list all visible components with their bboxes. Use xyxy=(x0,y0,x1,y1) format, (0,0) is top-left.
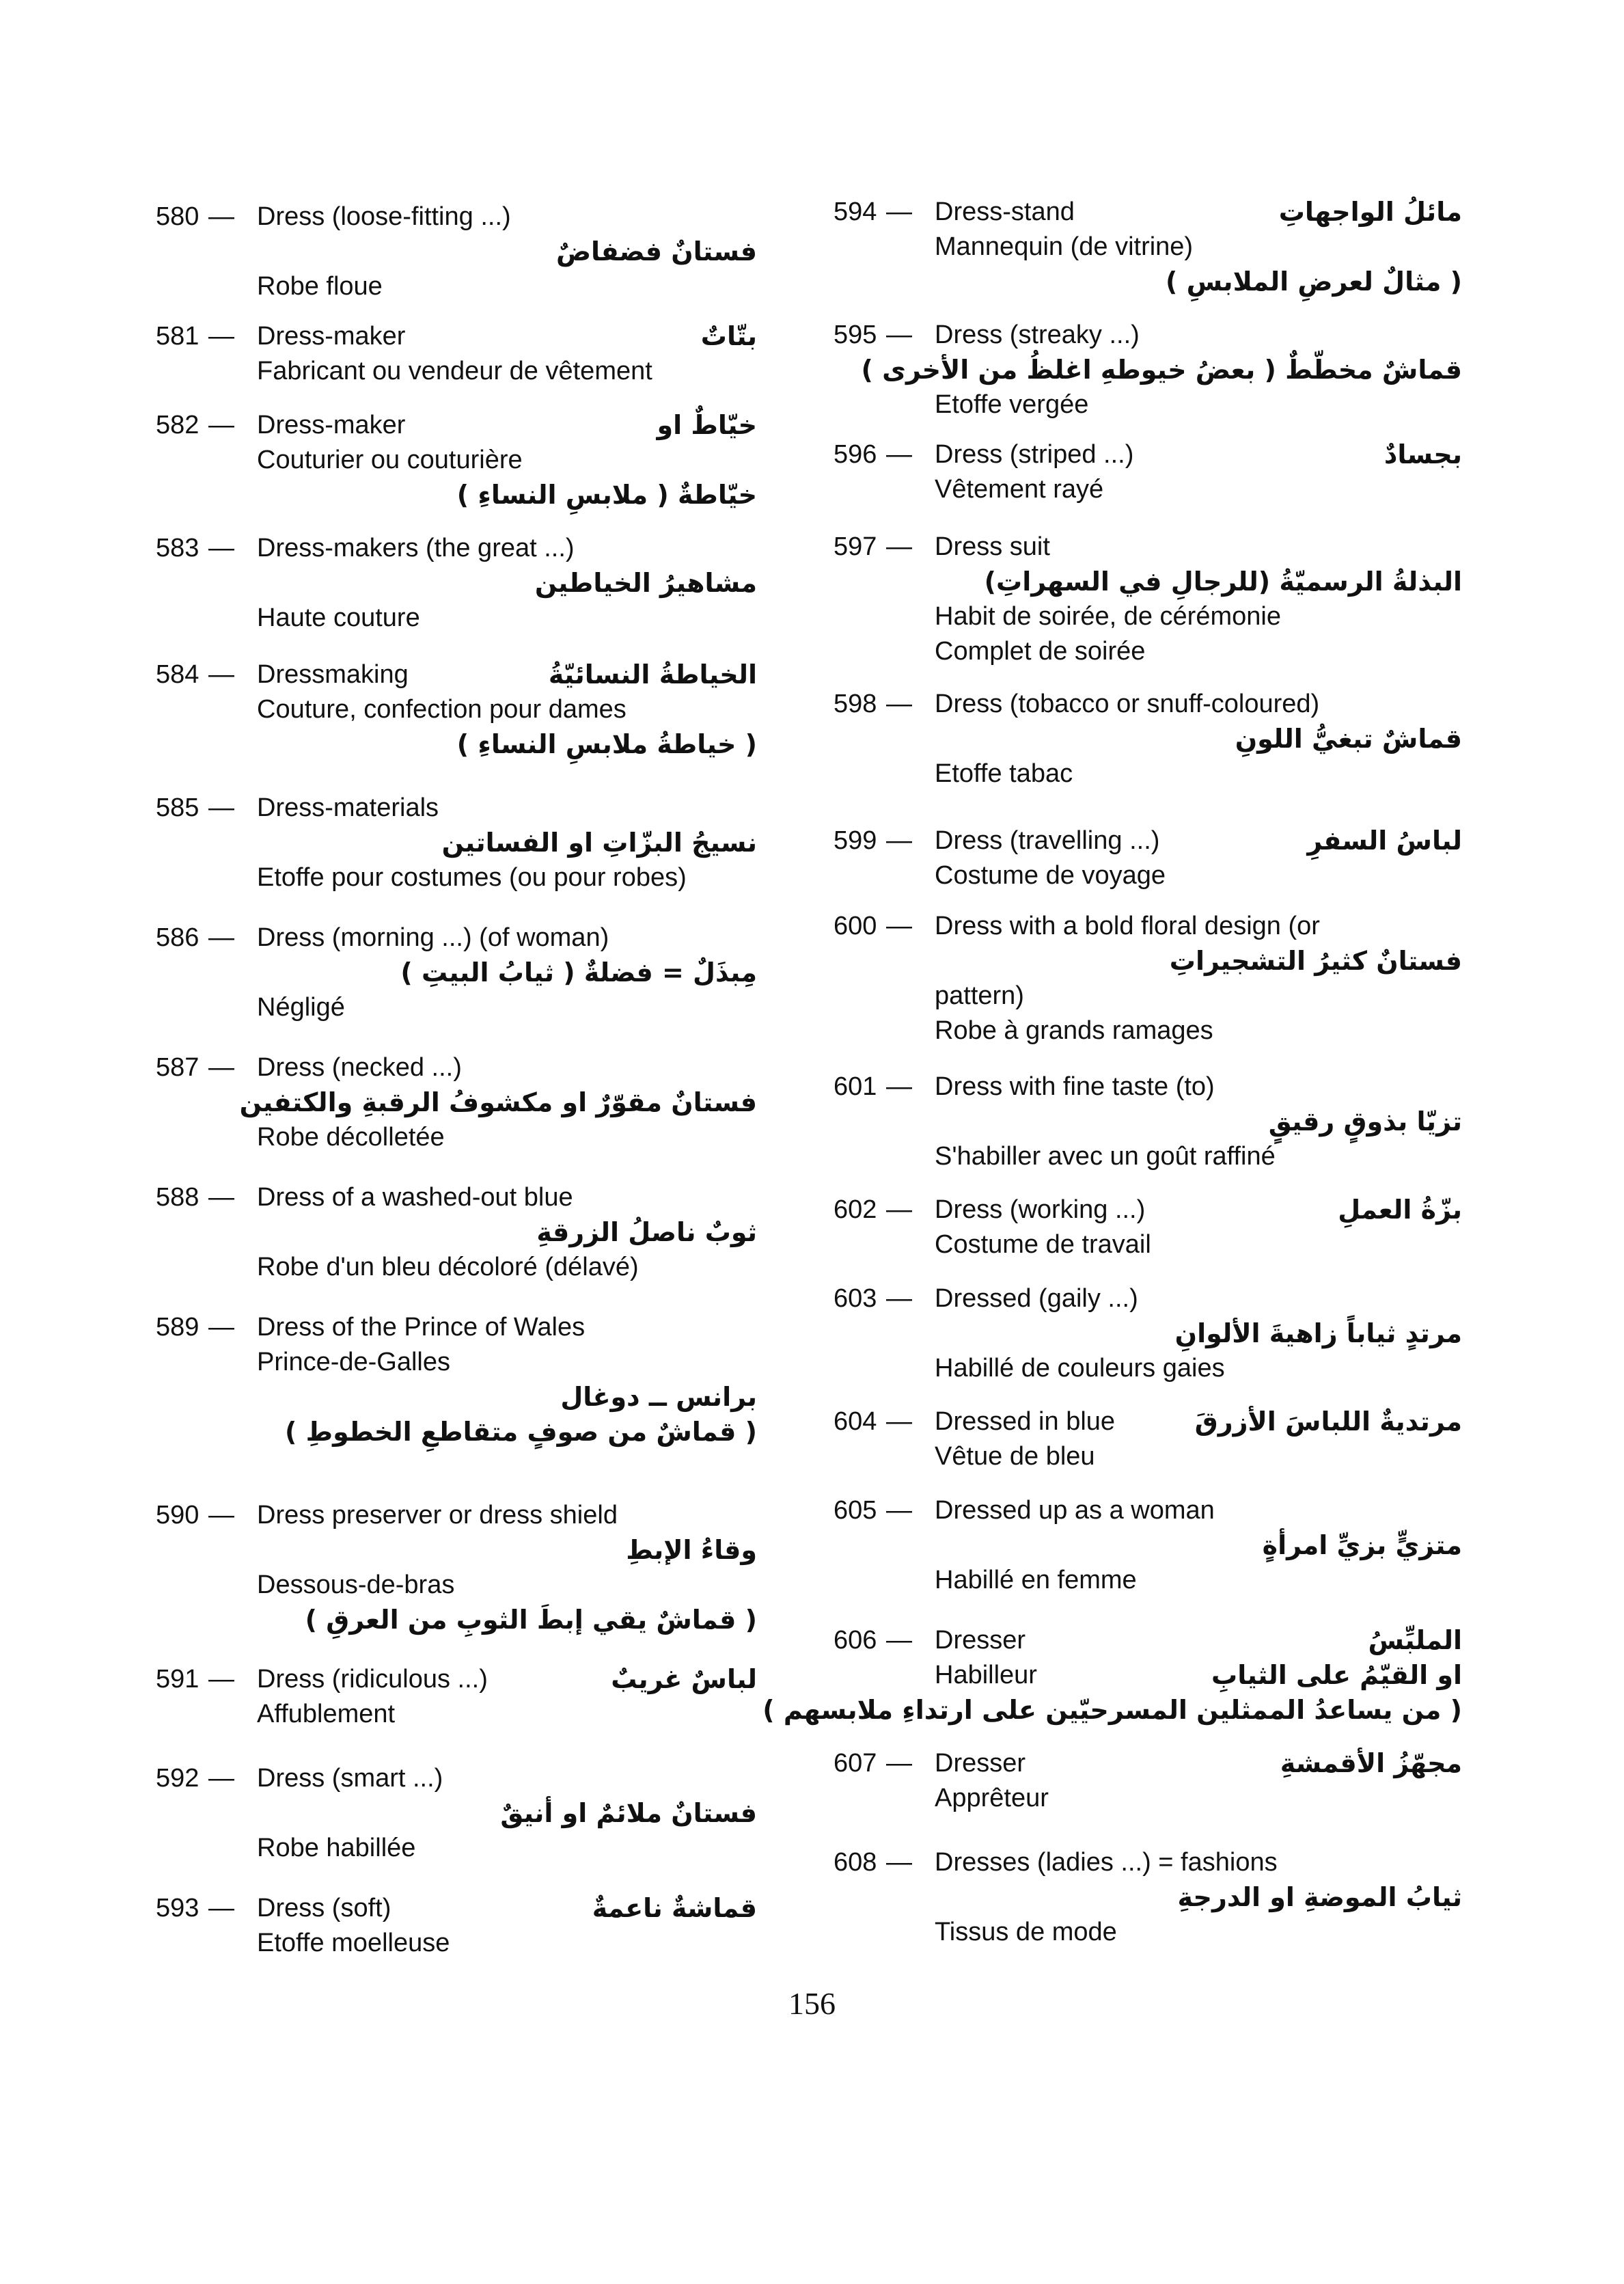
entry-headline xyxy=(834,1281,1462,1316)
dictionary-entry xyxy=(834,1493,1462,1598)
entry-dash: — xyxy=(886,1848,912,1877)
entry-number: 603 xyxy=(834,1284,877,1313)
entry-number: 581 xyxy=(156,322,199,351)
french-translation: Haute couture xyxy=(257,603,420,632)
arabic-translation: قماشٌ تبغيُّ اللونِ xyxy=(1235,724,1462,754)
french-line xyxy=(156,1120,757,1155)
entry-number: 604 xyxy=(834,1407,877,1436)
french-translation: Costume de travail xyxy=(935,1230,1151,1259)
french-line xyxy=(834,979,1462,1014)
french-translation: Habilleur xyxy=(935,1661,1037,1689)
english-term: Dress (smart ...) xyxy=(257,1764,443,1793)
entry-dash: — xyxy=(208,1665,234,1694)
arabic-translation: مِبذَلٌ = فضلةٌ ( ثيابُ البيتِ ) xyxy=(400,957,757,988)
entry-number: 597 xyxy=(834,532,877,561)
french-line xyxy=(834,757,1462,791)
french-line xyxy=(156,601,757,636)
entry-dash: — xyxy=(208,1183,234,1212)
english-term: Dress-maker xyxy=(257,411,406,439)
french-translation: Vêtue de bleu xyxy=(935,1442,1095,1471)
english-term: Dress (travelling ...) xyxy=(935,826,1160,855)
arabic-line xyxy=(156,1796,757,1831)
entry-number: 589 xyxy=(156,1313,199,1342)
arabic-translation: ثيابُ الموضةِ او الدرجةِ xyxy=(1177,1882,1462,1912)
entry-dash: — xyxy=(208,660,234,689)
entry-dash: — xyxy=(886,1407,912,1436)
french-translation: pattern) xyxy=(935,981,1024,1010)
entry-dash: — xyxy=(208,1764,234,1793)
entry-headline xyxy=(834,1623,1462,1658)
dictionary-entry xyxy=(834,530,1462,669)
entry-headline xyxy=(834,437,1462,472)
dictionary-entry xyxy=(156,1498,757,1637)
french-line xyxy=(834,1014,1462,1048)
french-line xyxy=(834,599,1462,634)
dictionary-entry xyxy=(156,1891,757,1961)
french-line xyxy=(156,1345,757,1380)
dictionary-entry xyxy=(834,1746,1462,1816)
dictionary-entry xyxy=(834,687,1462,791)
entry-number: 602 xyxy=(834,1195,877,1224)
french-translation: Etoffe tabac xyxy=(935,759,1073,788)
entry-headline xyxy=(834,195,1462,230)
dictionary-entry xyxy=(834,1404,1462,1474)
entry-headline xyxy=(834,1493,1462,1528)
english-term: Dressmaking xyxy=(257,660,409,689)
dictionary-entry xyxy=(156,1310,757,1450)
english-term: Dress with a bold floral design (or xyxy=(935,912,1320,940)
arabic-note xyxy=(156,727,757,762)
french-translation: Vêtement rayé xyxy=(935,475,1104,504)
french-line xyxy=(834,1351,1462,1386)
french-line xyxy=(834,1563,1462,1598)
entry-dash: — xyxy=(208,1053,234,1082)
arabic-line xyxy=(156,955,757,990)
arabic-line xyxy=(834,353,1462,388)
entry-number: 592 xyxy=(156,1764,199,1793)
arabic-note xyxy=(762,1693,1462,1728)
entry-headline xyxy=(156,791,757,826)
arabic-translation: خيّاطةٌ ( ملابسِ النساءِ ) xyxy=(456,480,757,510)
arabic-translation: برانس ــ دوغال xyxy=(560,1382,757,1412)
entry-number: 600 xyxy=(834,912,877,940)
english-term: Dresser xyxy=(935,1626,1026,1655)
arabic-translation: مائلُ الواجهاتِ xyxy=(1278,197,1462,227)
french-line xyxy=(156,860,757,895)
arabic-line xyxy=(156,1533,757,1568)
dictionary-entry xyxy=(156,1050,757,1155)
entry-dash: — xyxy=(886,1496,912,1525)
english-term: Dress-stand xyxy=(935,198,1075,226)
dictionary-entry xyxy=(834,1193,1462,1262)
french-line xyxy=(156,443,757,478)
french-translation: Robe d'un bleu décoloré (délavé) xyxy=(257,1253,639,1281)
arabic-line xyxy=(834,944,1462,979)
entry-number: 599 xyxy=(834,826,877,855)
arabic-translation: مشاهيرُ الخياطين xyxy=(534,568,757,598)
english-term: Dressed in blue xyxy=(935,1407,1116,1436)
french-line xyxy=(156,354,757,389)
french-line xyxy=(834,858,1462,893)
arabic-note xyxy=(156,1415,757,1450)
english-term: Dresses (ladies ...) = fashions xyxy=(935,1848,1278,1877)
french-translation: Fabricant ou vendeur de vêtement xyxy=(257,357,652,385)
arabic-translation: فستانٌ ملائمٌ او أنيقٌ xyxy=(500,1798,757,1828)
english-term: Dresser xyxy=(935,1749,1026,1778)
entry-number: 595 xyxy=(834,321,877,349)
entry-number: 605 xyxy=(834,1496,877,1525)
entry-dash: — xyxy=(208,322,234,351)
arabic-translation: فستانٌ كثيرُ التشجيراتِ xyxy=(1169,946,1462,976)
entry-headline xyxy=(156,531,757,566)
english-term: Dress (working ...) xyxy=(935,1195,1146,1224)
entry-dash: — xyxy=(886,1749,912,1778)
dictionary-entry xyxy=(156,1761,757,1866)
english-term: Dress of a washed-out blue xyxy=(257,1183,573,1212)
french-translation: Dessous-de-bras xyxy=(257,1571,455,1599)
french-line xyxy=(834,388,1462,422)
arabic-translation: ( من يساعدُ الممثلين المسرحيّين على ارتداءِ ملابسهم ) xyxy=(762,1695,1462,1725)
entry-number: 601 xyxy=(834,1072,877,1101)
arabic-translation: وقاءُ الإبطِ xyxy=(626,1535,757,1565)
arabic-translation: ( قماشٌ من صوفٍ متقاطعِ الخطوطِ ) xyxy=(285,1417,757,1447)
entry-headline xyxy=(834,318,1462,353)
arabic-translation: خيّاطٌ او xyxy=(657,410,757,440)
french-line xyxy=(834,1658,1462,1693)
entry-headline xyxy=(834,1845,1462,1880)
arabic-translation: لباسٌ غريبٌ xyxy=(611,1664,757,1694)
english-term: Dress preserver or dress shield xyxy=(257,1501,618,1530)
entry-dash: — xyxy=(208,202,234,231)
entry-number: 596 xyxy=(834,440,877,469)
entry-dash: — xyxy=(208,1501,234,1530)
entry-number: 593 xyxy=(156,1894,199,1922)
entry-dash: — xyxy=(886,532,912,561)
french-translation: Habillé de couleurs gaies xyxy=(935,1354,1225,1383)
dictionary-entry xyxy=(156,408,757,513)
page-number: 156 xyxy=(788,1986,836,2021)
arabic-translation: مرتديةٌ اللباسَ الأزرقَ xyxy=(1194,1406,1462,1437)
dictionary-entry xyxy=(762,1623,1462,1728)
entry-dash: — xyxy=(886,912,912,940)
arabic-line xyxy=(156,826,757,860)
arabic-line xyxy=(834,1316,1462,1351)
arabic-translation: مرتدٍ ثياباً زاهيةَ الألوانِ xyxy=(1174,1318,1462,1348)
french-line xyxy=(156,1831,757,1866)
entry-dash: — xyxy=(886,1626,912,1655)
arabic-line xyxy=(834,1104,1462,1139)
dictionary-entry xyxy=(156,921,757,1025)
arabic-line xyxy=(834,1880,1462,1915)
entry-dash: — xyxy=(886,826,912,855)
dictionary-entry xyxy=(156,531,757,636)
arabic-translation: ( خياطةُ ملابسِ النساءِ ) xyxy=(456,729,757,759)
arabic-translation: بجسادٌ xyxy=(1384,439,1462,470)
french-translation: Négligé xyxy=(257,993,345,1022)
french-line xyxy=(156,1926,757,1961)
entry-dash: — xyxy=(886,1284,912,1313)
french-line xyxy=(834,1227,1462,1262)
entry-headline xyxy=(156,657,757,692)
french-translation: Couturier ou couturière xyxy=(257,446,523,474)
entry-number: 587 xyxy=(156,1053,199,1082)
english-term: Dress-materials xyxy=(257,793,439,822)
english-term: Dress (streaky ...) xyxy=(935,321,1140,349)
french-translation: Mannequin (de vitrine) xyxy=(935,232,1194,261)
arabic-note xyxy=(156,1380,757,1415)
arabic-translation: ( مثالٌ لعرضِ الملابسِ ) xyxy=(1165,267,1462,297)
entry-headline xyxy=(834,909,1462,944)
french-translation: Couture, confection pour dames xyxy=(257,695,627,724)
arabic-translation: ثوبٌ ناصلُ الزرقةِ xyxy=(536,1217,757,1247)
entry-number: 584 xyxy=(156,660,199,689)
dictionary-entry xyxy=(156,1180,757,1285)
arabic-translation: متزيٍّ بزيِّ امرأةٍ xyxy=(1262,1530,1462,1560)
entry-dash: — xyxy=(208,534,234,562)
arabic-translation: البذلةُ الرسميّةُ (للرجالِ في السهراتِ) xyxy=(984,567,1462,597)
entry-headline xyxy=(834,1404,1462,1439)
dictionary-entry xyxy=(834,824,1462,893)
english-term: Dressed up as a woman xyxy=(935,1496,1215,1525)
entry-headline xyxy=(834,687,1462,722)
dictionary-entry xyxy=(834,1845,1462,1950)
entry-headline xyxy=(156,1310,757,1345)
french-translation: Affublement xyxy=(257,1700,396,1728)
dictionary-entry xyxy=(156,657,757,762)
french-line xyxy=(834,1781,1462,1816)
english-term: Dress (loose-fitting ...) xyxy=(257,202,511,231)
french-translation: Habillé en femme xyxy=(935,1566,1137,1594)
arabic-line xyxy=(156,566,757,601)
french-translation: Robe décolletée xyxy=(257,1123,445,1152)
english-term: Dress with fine taste (to) xyxy=(935,1072,1215,1101)
arabic-line xyxy=(834,722,1462,757)
entry-headline xyxy=(834,1193,1462,1227)
entry-headline xyxy=(156,1662,757,1697)
entry-dash: — xyxy=(208,411,234,439)
english-term: Dress suit xyxy=(935,532,1050,561)
entry-headline xyxy=(156,200,757,234)
arabic-note xyxy=(156,478,757,513)
dictionary-entry xyxy=(834,1070,1462,1174)
entry-dash: — xyxy=(886,1072,912,1101)
entry-headline xyxy=(156,1891,757,1926)
english-term: Dress (ridiculous ...) xyxy=(257,1665,488,1694)
entry-headline xyxy=(156,1498,757,1533)
dictionary-entry xyxy=(834,1281,1462,1386)
entry-headline xyxy=(834,530,1462,565)
english-term: Dress (striped ...) xyxy=(935,440,1134,469)
english-term: Dress (tobacco or snuff-coloured) xyxy=(935,690,1320,718)
french-line xyxy=(834,472,1462,507)
french-translation: Robe à grands ramages xyxy=(935,1016,1213,1045)
dictionary-entry xyxy=(156,200,757,304)
entry-number: 582 xyxy=(156,411,199,439)
dictionary-entry xyxy=(156,1662,757,1732)
french-line xyxy=(156,1568,757,1603)
entry-headline xyxy=(834,1746,1462,1781)
entry-dash: — xyxy=(886,440,912,469)
entry-number: 591 xyxy=(156,1665,199,1694)
french-translation: Robe floue xyxy=(257,272,383,301)
entry-headline xyxy=(156,408,757,443)
entry-headline xyxy=(834,1070,1462,1104)
arabic-translation: نسيجُ البزّاتِ او الفساتين xyxy=(441,828,757,858)
entry-number: 583 xyxy=(156,534,199,562)
french-line xyxy=(156,1697,757,1732)
entry-dash: — xyxy=(886,198,912,226)
french-line xyxy=(834,1439,1462,1474)
arabic-note xyxy=(156,1603,757,1637)
entry-number: 598 xyxy=(834,690,877,718)
english-term: Dress-makers (the great ...) xyxy=(257,534,575,562)
arabic-translation: مجهّزُ الأقمشةِ xyxy=(1280,1748,1462,1778)
english-term: Dress (soft) xyxy=(257,1894,391,1922)
french-translation: Robe habillée xyxy=(257,1834,416,1862)
dictionary-entry xyxy=(834,318,1462,422)
entry-headline xyxy=(156,319,757,354)
arabic-translation: فستانٌ مقوّرٌ او مكشوفُ الرقبةِ والكتفين xyxy=(239,1087,757,1117)
entry-number: 608 xyxy=(834,1848,877,1877)
french-translation: Complet de soirée xyxy=(935,637,1146,666)
french-translation: Etoffe moelleuse xyxy=(257,1929,450,1957)
arabic-line xyxy=(156,1085,757,1120)
arabic-translation: تزيّا بذوقٍ رقيقٍ xyxy=(1268,1106,1462,1137)
french-line xyxy=(156,269,757,304)
arabic-translation: الملبِّسُ xyxy=(1368,1625,1462,1655)
french-line xyxy=(834,1139,1462,1174)
entry-headline xyxy=(156,1180,757,1215)
entry-dash: — xyxy=(886,321,912,349)
entry-dash: — xyxy=(208,923,234,952)
french-translation: Etoffe vergée xyxy=(935,390,1089,419)
dictionary-entry xyxy=(834,195,1462,299)
arabic-translation: الخياطةُ النسائيّةُ xyxy=(548,660,757,690)
french-translation: S'habiller avec un goût raffiné xyxy=(935,1142,1276,1171)
dictionary-entry xyxy=(156,791,757,895)
french-translation: Apprêteur xyxy=(935,1784,1049,1812)
entry-headline xyxy=(834,824,1462,858)
entry-number: 585 xyxy=(156,793,199,822)
entry-dash: — xyxy=(886,690,912,718)
arabic-note xyxy=(834,264,1462,299)
english-term: Dress-maker xyxy=(257,322,406,351)
arabic-line xyxy=(156,234,757,269)
entry-headline xyxy=(156,1050,757,1085)
arabic-line xyxy=(834,1528,1462,1563)
english-term: Dress (morning ...) (of woman) xyxy=(257,923,609,952)
arabic-line xyxy=(156,1215,757,1250)
french-line xyxy=(156,1250,757,1285)
arabic-translation: فستانٌ فضفاضٌ xyxy=(555,236,757,267)
entry-number: 590 xyxy=(156,1501,199,1530)
arabic-line xyxy=(834,565,1462,599)
dictionary-entry xyxy=(834,909,1462,1048)
english-term: Dress of the Prince of Wales xyxy=(257,1313,586,1342)
arabic-translation: ( قماشٌ يقي إبطَ الثوبِ من العرقِ ) xyxy=(305,1605,757,1635)
arabic-translation: بتّاتٌ xyxy=(700,321,757,351)
entry-number: 586 xyxy=(156,923,199,952)
french-translation: Etoffe pour costumes (ou pour robes) xyxy=(257,863,687,892)
french-line xyxy=(834,230,1462,264)
arabic-translation: قماشٌ مخطّطٌ ( بعضُ خيوطهِ اغلظُ من الأخرى ) xyxy=(861,355,1462,385)
entry-dash: — xyxy=(208,1313,234,1342)
entry-number: 580 xyxy=(156,202,199,231)
dictionary-entry xyxy=(834,437,1462,507)
arabic-translation: او القيّمُ على الثيابِ xyxy=(1211,1660,1462,1690)
entry-headline xyxy=(156,921,757,955)
entry-dash: — xyxy=(208,793,234,822)
entry-dash: — xyxy=(886,1195,912,1224)
entry-headline xyxy=(156,1761,757,1796)
english-term: Dress (necked ...) xyxy=(257,1053,462,1082)
entry-number: 594 xyxy=(834,198,877,226)
entry-number: 588 xyxy=(156,1183,199,1212)
french-translation: Prince-de-Galles xyxy=(257,1348,450,1376)
french-line xyxy=(156,990,757,1025)
french-line xyxy=(834,634,1462,669)
entry-number: 607 xyxy=(834,1749,877,1778)
french-translation: Tissus de mode xyxy=(935,1918,1117,1946)
arabic-translation: بزّةُ العملِ xyxy=(1338,1195,1462,1225)
french-translation: Costume de voyage xyxy=(935,861,1166,890)
entry-number: 606 xyxy=(834,1626,877,1655)
french-line xyxy=(834,1915,1462,1950)
dictionary-entry xyxy=(156,319,757,389)
french-translation: Habit de soirée, de cérémonie xyxy=(935,602,1281,631)
french-line xyxy=(156,692,757,727)
entry-dash: — xyxy=(208,1894,234,1922)
english-term: Dressed (gaily ...) xyxy=(935,1284,1138,1313)
arabic-translation: قماشةٌ ناعمةٌ xyxy=(592,1893,757,1923)
arabic-translation: لباسُ السفرِ xyxy=(1307,826,1462,856)
